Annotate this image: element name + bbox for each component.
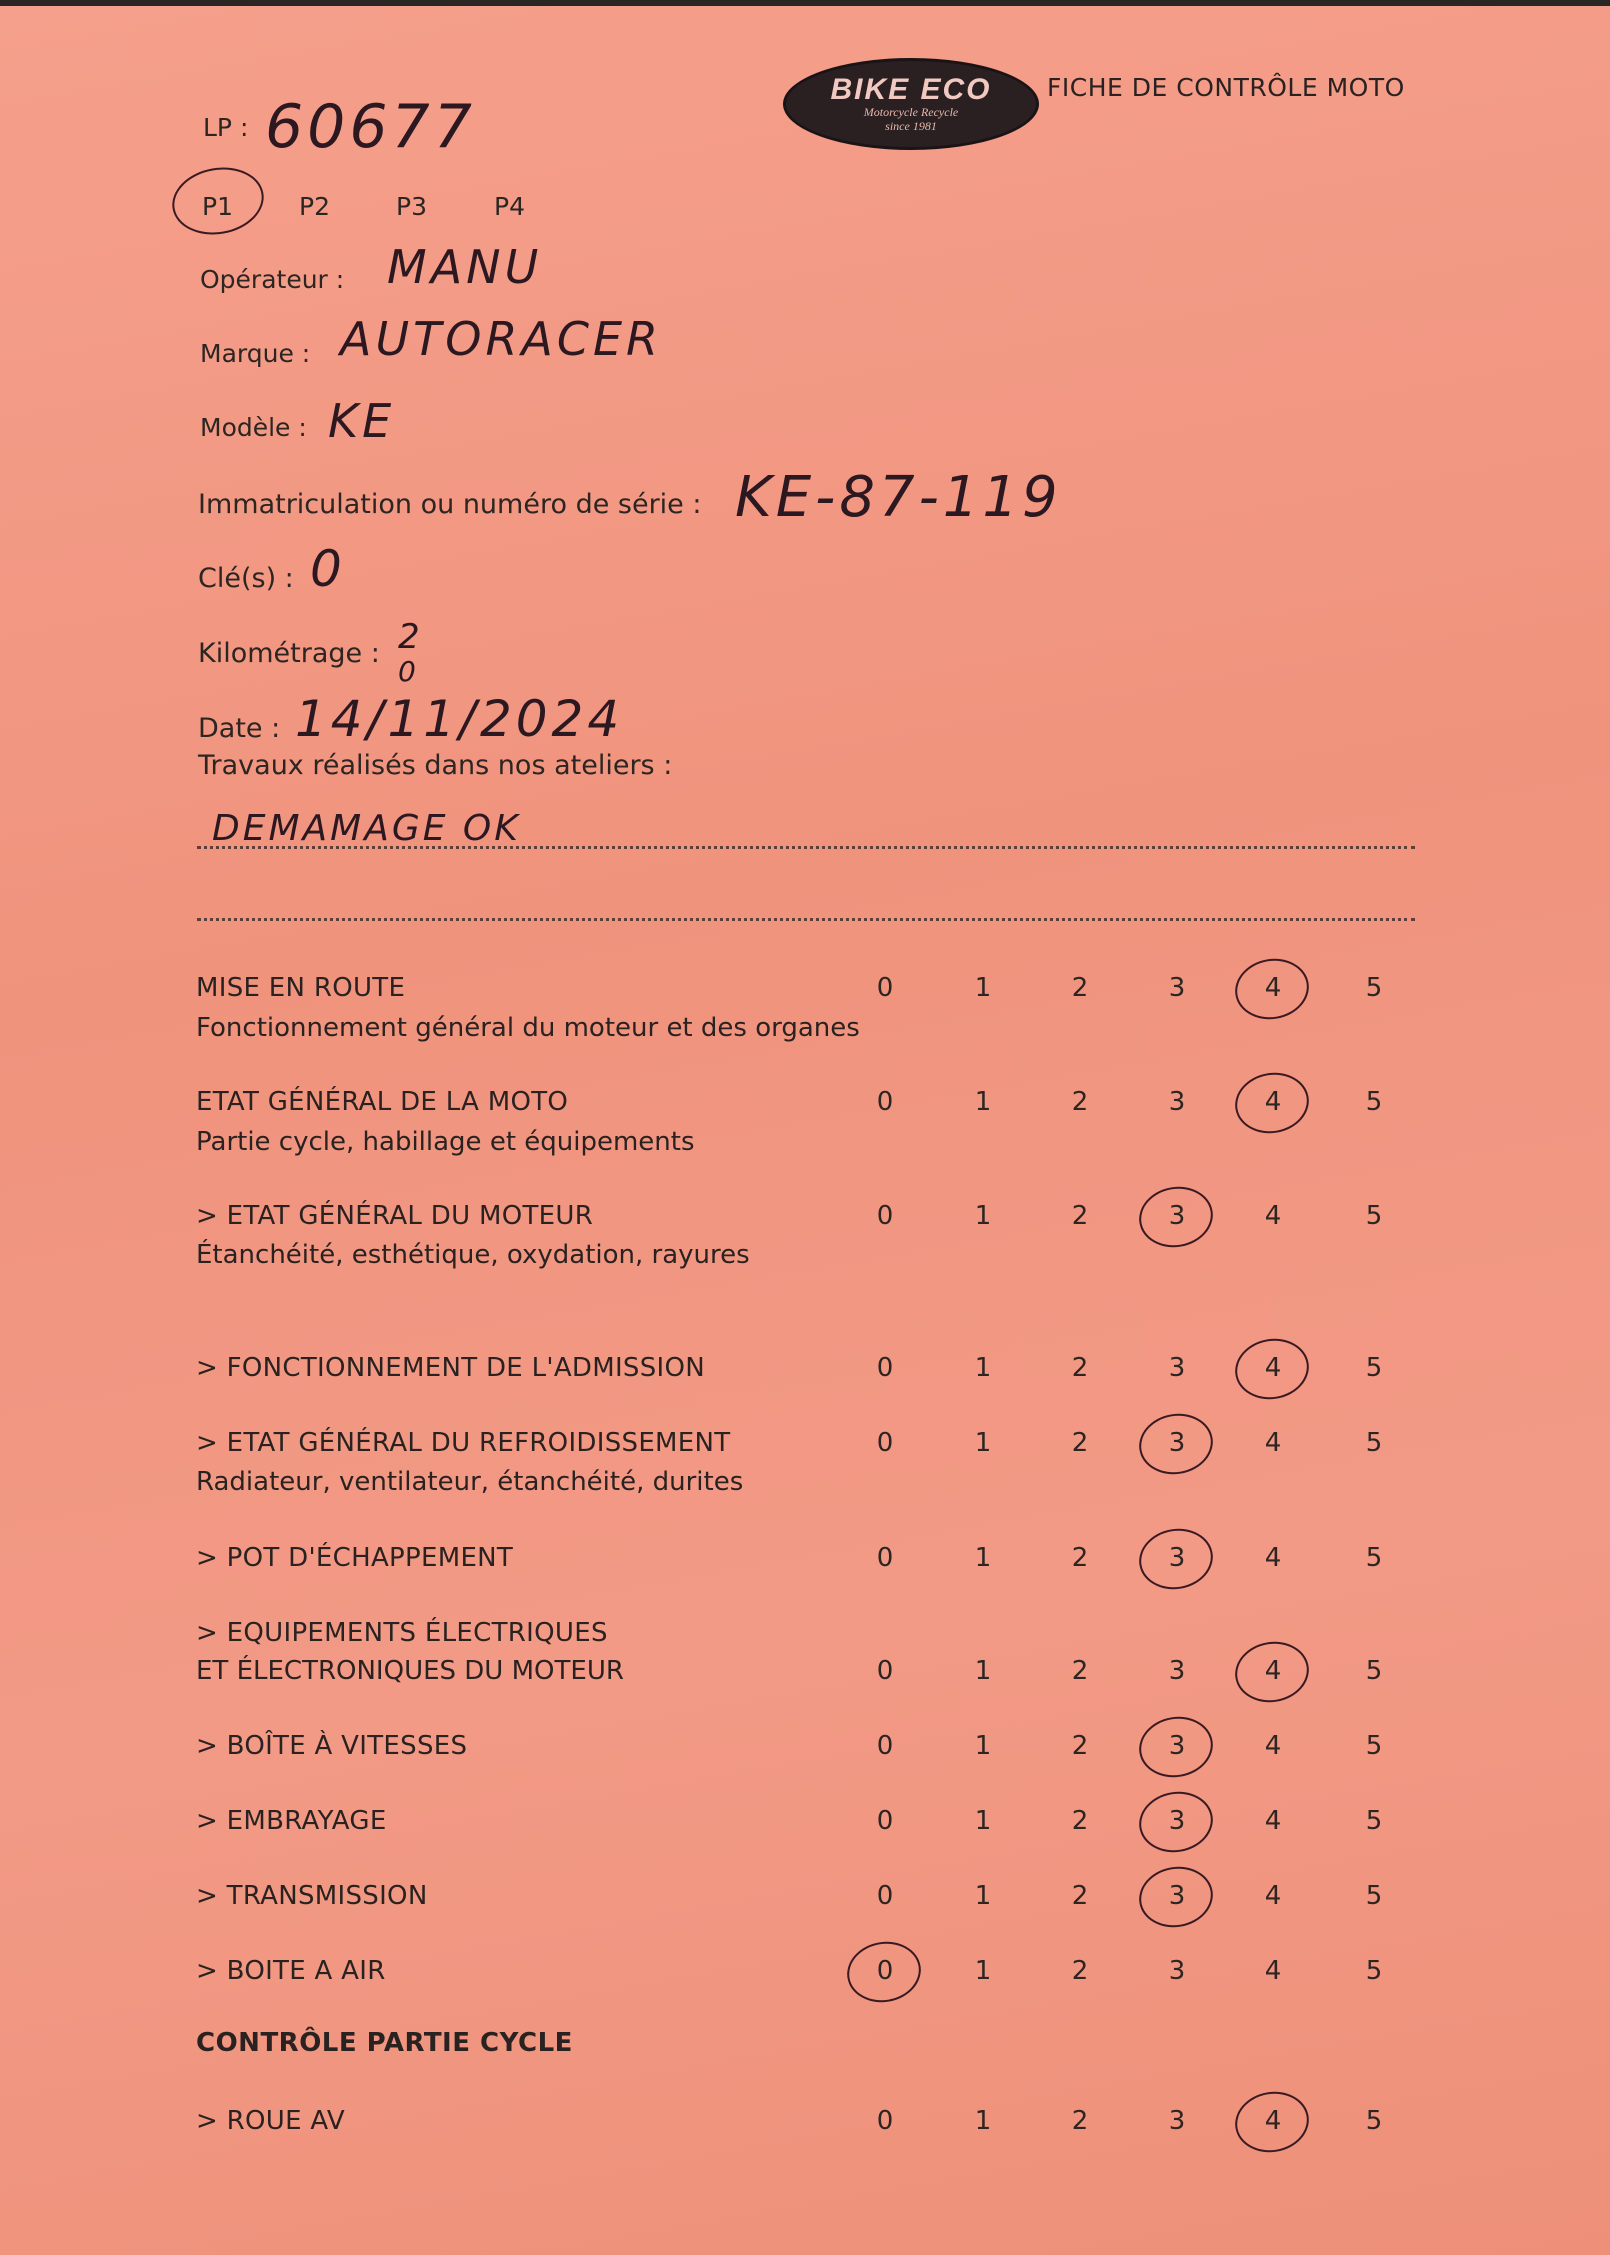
score-option: 1 — [974, 1201, 992, 1231]
score-option: 3 — [1168, 1881, 1186, 1911]
score-option: 4 — [1264, 1731, 1282, 1761]
score-option: 0 — [876, 1881, 894, 1911]
score-option: 5 — [1365, 1428, 1383, 1458]
score-option: 2 — [1071, 1956, 1089, 1986]
score-circle-mark — [1230, 1636, 1313, 1708]
score-option: 5 — [1365, 1543, 1383, 1573]
travaux-label: Travaux réalisés dans nos ateliers : — [198, 750, 673, 781]
score-option: 3 — [1168, 1731, 1186, 1761]
position-p2: P2 — [299, 192, 330, 221]
score-option: 4 — [1264, 1201, 1282, 1231]
kilometrage-value: 2 — [398, 617, 424, 657]
score-option: 0 — [876, 1353, 894, 1383]
row-title: > ETAT GÉNÉRAL DU REFROIDISSEMENT — [196, 1428, 731, 1458]
score-option: 0 — [876, 1543, 894, 1573]
score-option: 4 — [1264, 1428, 1282, 1458]
score-option: 0 — [876, 1428, 894, 1458]
score-option: 5 — [1365, 973, 1383, 1003]
operateur-value: MANU — [387, 240, 543, 294]
score-option: 0 — [876, 1806, 894, 1836]
score-option: 0 — [876, 1656, 894, 1686]
lp-value: 60677 — [265, 92, 476, 162]
modele-label: Modèle : — [200, 413, 307, 442]
score-option: 5 — [1365, 1956, 1383, 1986]
row-title: MISE EN ROUTE — [196, 973, 406, 1003]
score-option: 4 — [1264, 1656, 1282, 1686]
score-option: 2 — [1071, 2106, 1089, 2136]
travaux-line-1: DEMAMAGE OK — [212, 808, 521, 849]
score-option: 0 — [876, 973, 894, 1003]
row-title: > EQUIPEMENTS ÉLECTRIQUES — [196, 1618, 608, 1648]
modele-value: KE — [328, 394, 396, 448]
score-circle-mark — [1230, 2086, 1313, 2158]
kilometrage-label: Kilométrage : — [198, 638, 380, 669]
row-title: > ROUE AV — [196, 2106, 345, 2136]
score-option: 1 — [974, 1881, 992, 1911]
score-option: 1 — [974, 2106, 992, 2136]
score-circle-mark — [1230, 1333, 1313, 1405]
score-option: 4 — [1264, 1353, 1282, 1383]
operateur-label: Opérateur : — [200, 265, 345, 294]
score-option: 3 — [1168, 1201, 1186, 1231]
score-option: 5 — [1365, 1806, 1383, 1836]
sheet-title: FICHE DE CONTRÔLE MOTO — [1047, 73, 1405, 102]
score-option: 5 — [1365, 1881, 1383, 1911]
score-option: 5 — [1365, 1353, 1383, 1383]
section-partie-cycle: CONTRÔLE PARTIE CYCLE — [196, 2028, 573, 2058]
score-option: 1 — [974, 1731, 992, 1761]
score-circle-mark — [1134, 1523, 1217, 1595]
score-circle-mark — [1134, 1408, 1217, 1480]
score-option: 3 — [1168, 973, 1186, 1003]
row-title: > FONCTIONNEMENT DE L'ADMISSION — [196, 1353, 706, 1383]
dotted-line-2 — [197, 918, 1415, 921]
score-option: 2 — [1071, 1731, 1089, 1761]
score-option: 4 — [1264, 2106, 1282, 2136]
marque-label: Marque : — [200, 339, 311, 368]
score-circle-mark — [842, 1936, 925, 2008]
score-option: 3 — [1168, 1543, 1186, 1573]
row-title: ETAT GÉNÉRAL DE LA MOTO — [196, 1087, 569, 1117]
row-title: > EMBRAYAGE — [196, 1806, 387, 1836]
score-option: 4 — [1264, 1956, 1282, 1986]
logo-text: BIKE ECO — [830, 73, 992, 106]
score-circle-mark — [1134, 1711, 1217, 1783]
score-option: 2 — [1071, 1806, 1089, 1836]
row-subtitle: Fonctionnement général du moteur et des organes — [196, 1013, 860, 1043]
score-option: 0 — [876, 1731, 894, 1761]
score-option: 4 — [1264, 1543, 1282, 1573]
score-circle-mark — [1230, 1067, 1313, 1139]
row-subtitle: ET ÉLECTRONIQUES DU MOTEUR — [196, 1656, 624, 1686]
row-title: > POT D'ÉCHAPPEMENT — [196, 1543, 514, 1573]
score-option: 0 — [876, 1201, 894, 1231]
score-option: 1 — [974, 973, 992, 1003]
score-option: 3 — [1168, 2106, 1186, 2136]
row-title: > TRANSMISSION — [196, 1881, 428, 1911]
position-p1: P1 — [202, 192, 233, 221]
score-option: 3 — [1168, 1956, 1186, 1986]
score-option: 3 — [1168, 1806, 1186, 1836]
score-circle-mark — [1230, 953, 1313, 1025]
score-option: 1 — [974, 1656, 992, 1686]
score-circle-mark — [1134, 1861, 1217, 1933]
date-value: 14/11/2024 — [295, 690, 624, 748]
score-option: 1 — [974, 1087, 992, 1117]
p1-circle-mark — [167, 161, 269, 242]
score-option: 0 — [876, 2106, 894, 2136]
immatriculation-label: Immatriculation ou numéro de série : — [198, 489, 702, 520]
dotted-line-1 — [197, 846, 1415, 849]
score-option: 2 — [1071, 1201, 1089, 1231]
date-label: Date : — [198, 713, 281, 744]
logo-subtext-2: since 1981 — [885, 119, 937, 133]
score-option: 5 — [1365, 1087, 1383, 1117]
score-option: 1 — [974, 1543, 992, 1573]
score-option: 2 — [1071, 1353, 1089, 1383]
score-option: 4 — [1264, 973, 1282, 1003]
row-title: > BOÎTE À VITESSES — [196, 1731, 468, 1761]
score-option: 3 — [1168, 1428, 1186, 1458]
score-option: 4 — [1264, 1087, 1282, 1117]
position-p3: P3 — [396, 192, 427, 221]
score-option: 2 — [1071, 1428, 1089, 1458]
row-subtitle: Partie cycle, habillage et équipements — [196, 1127, 695, 1157]
score-option: 5 — [1365, 1656, 1383, 1686]
row-subtitle: Radiateur, ventilateur, étanchéité, durites — [196, 1467, 744, 1497]
score-option: 5 — [1365, 1731, 1383, 1761]
score-option: 2 — [1071, 1087, 1089, 1117]
score-option: 1 — [974, 1806, 992, 1836]
row-title: > BOITE A AIR — [196, 1956, 386, 1986]
score-option: 3 — [1168, 1353, 1186, 1383]
score-option: 4 — [1264, 1881, 1282, 1911]
score-circle-mark — [1134, 1181, 1217, 1253]
score-option: 5 — [1365, 1201, 1383, 1231]
score-option: 2 — [1071, 973, 1089, 1003]
score-option: 1 — [974, 1353, 992, 1383]
score-option: 1 — [974, 1428, 992, 1458]
score-option: 2 — [1071, 1543, 1089, 1573]
score-option: 2 — [1071, 1881, 1089, 1911]
row-title: > ETAT GÉNÉRAL DU MOTEUR — [196, 1201, 594, 1231]
bike-eco-logo — [783, 58, 1039, 150]
kilometrage-value-2: 0 — [398, 655, 420, 688]
logo-subtext: Motorcycle Recycle — [863, 105, 959, 119]
score-option: 0 — [876, 1087, 894, 1117]
score-option: 2 — [1071, 1656, 1089, 1686]
score-option: 4 — [1264, 1806, 1282, 1836]
score-circle-mark — [1134, 1786, 1217, 1858]
score-option: 3 — [1168, 1087, 1186, 1117]
score-option: 5 — [1365, 2106, 1383, 2136]
marque-value: AUTORACER — [340, 312, 663, 366]
score-option: 1 — [974, 1956, 992, 1986]
top-shadow — [0, 0, 1610, 6]
row-subtitle: Étanchéité, esthétique, oxydation, rayures — [196, 1240, 750, 1270]
lp-label: LP : — [203, 113, 249, 142]
position-p4: P4 — [494, 192, 525, 221]
score-option: 3 — [1168, 1656, 1186, 1686]
cles-value: 0 — [310, 540, 346, 598]
immatriculation-value: KE-87-119 — [735, 465, 1062, 530]
score-option: 0 — [876, 1956, 894, 1986]
cles-label: Clé(s) : — [198, 563, 294, 594]
